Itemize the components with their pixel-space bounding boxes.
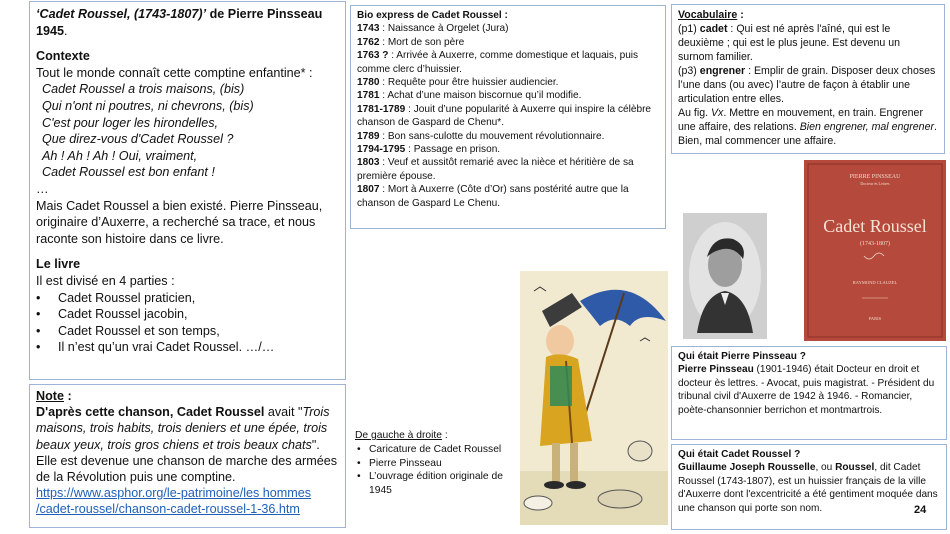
roussel-mid: , ou [815,462,836,474]
bio-date: 1794-1795 [357,144,406,156]
list-item: • Pierre Pinsseau [355,457,515,471]
bio-row [357,143,659,156]
bio-date: 1781 [357,90,380,102]
bio-row [357,49,659,76]
bio-event: : Requête pour être huissier audiencier. [379,77,559,89]
bio-date: 1762 [357,36,380,48]
livre-heading: Le livre [36,257,81,272]
list-item: • Cadet Roussel praticien, [36,290,339,307]
source-link[interactable]: https://www.asphor.org/le-patrimoine/les hommes /cadet-roussel/chanson-cadet-roussel-1-36.htm [36,486,312,517]
vocab-title-line [678,8,938,22]
bio-row [357,36,659,49]
book-year: 1945 [36,23,65,38]
page-number: 24 [914,504,927,516]
bio-row [357,130,659,143]
bio-event: : Passage en prison. [405,144,501,156]
contexte-heading: Contexte [36,49,90,64]
book-cover-image [804,160,946,341]
caption-list [355,443,515,498]
list-item: • Cadet Roussel jacobin, [36,306,339,323]
bio-event: : Arrivée à Auxerre, comme domestique et laquais, puis comme clerc d’huissier. [357,50,639,75]
bio-date: 1803 [357,157,380,169]
note-heading: Note [36,389,64,403]
vocab-word: engrener [699,65,746,77]
vocab-entry-engrener [678,64,938,106]
vocab-title: Vocabulaire [678,9,738,21]
bio-heading-line [357,9,659,22]
bio-event: : Veuf et aussitôt remarié avec la nièce et héritière de sa première épouse. [357,157,634,182]
note-heading-line [36,388,339,404]
note-colon: : [64,389,72,403]
pinsseau-panel [671,346,947,440]
contexte-paragraph: Mais Cadet Roussel a bien existé. Pierre Pinsseau, originaire d’Auxerre, a recherché sa trace, et nous raconte son histoire dans ce livre. [36,198,323,246]
pinsseau-name: Pierre Pinsseau [678,364,754,376]
vocabulary-panel [671,4,945,154]
lyric-line: Cadet Roussel est bon enfant ! [42,165,215,180]
bio-event: : Jouit d’une popularité à Auxerre qui inspire la célèbre chanson de Gaspard de Chenu*. [357,103,652,129]
book-author-text: PIERRE PINSSEAU [849,174,901,180]
lyric-line: Cadet Roussel a trois maisons, (bis) [42,82,245,97]
vocab-abbr: Vx [710,107,724,119]
contexte-intro: Tout le monde connaît cette comptine enfantine* : [36,65,313,80]
note-panel [29,384,346,528]
vocab-entry-figure [678,106,938,148]
parts-list [36,290,339,356]
roussel-text [678,461,940,515]
note-plain: ". Elle est devenue une chanson de marche des armées de la Révolution puis une comptine. [36,437,338,485]
contexte-panel [29,1,346,380]
bio-event: : Mort de son père [379,36,465,48]
bio-event: : Mort à Auxerre (Côte d’Or) sans postérité autre que la chanson de Gaspard Le Chenu. [357,184,629,209]
bio-heading: Bio express de Cadet Roussel [357,10,502,21]
book-title: ‘Cadet Roussel, (1743-1807)’ [36,7,207,21]
book-year-line [36,23,339,40]
book-dates-text: (1743-1807) [860,241,890,247]
lyric-line: Qui n'ont ni poutres, ni chevrons, (bis) [42,98,254,113]
list-item: • Cadet Roussel et son temps, [36,323,339,340]
list-item: • Il n’est qu’un vrai Cadet Roussel. …/… [36,339,339,356]
vocab-example: Bien engrener, mal engrener [799,121,934,133]
book-title-line [36,6,339,23]
caption-label: De gauche à droite [355,430,443,441]
livre-intro: Il est divisé en 4 parties : [36,273,175,288]
bio-colon: : [501,10,508,21]
bio-date: 1763 ? [357,50,389,62]
bio-panel [350,5,666,229]
bio-event: : Naissance à Orgelet (Jura) [379,23,509,35]
list-item: • Caricature de Cadet Roussel [355,443,515,457]
caption-label-line [355,429,515,443]
year-punct: . [64,23,68,38]
roussel-panel [671,444,947,530]
bio-row [357,76,659,89]
pinsseau-bio: (1901-1946) était Docteur en droit et docteur ès lettres. - Avocat, puis magistrat. - Président du tribunal civil d'Auxerre de 1942 à 1946. - Romancier, poète-chansonnier berrichon et montmartrois. [678,364,935,416]
roussel-bio: , dit Cadet Roussel (1743-1807), est un huissier français de la ville d'Auxerre dont l'excentricité a été gentiment moquée dans une chanson qui porte son nom. [678,462,938,514]
note-quote: Trois maisons, trois habits, trois deniers et une épée, trois beaux yeux, trois gros chiens et trois beaux chats [36,405,330,452]
bio-date: 1807 [357,184,380,196]
bio-date: 1789 [357,130,380,142]
vocab-ref: (p3) [678,65,700,77]
book-city-text: PARIS [868,316,882,321]
bio-event: : Bon sans-culotte du mouvement révolutionnaire. [379,130,605,142]
caricature-image [520,271,668,525]
lyric-line: Que direz-vous d'Cadet Roussel ? [42,132,234,147]
vocab-definition: : Emplir de grain. Disposer deux choses l’une dans (ou avec) l’autre de façon à établir une articulation entre elles. [678,65,936,105]
pinsseau-portrait [683,213,767,339]
bio-row [357,22,659,35]
image-caption [355,429,515,498]
bio-date: 1780 [357,77,380,89]
vocab-ref: (p1) [678,23,700,35]
caption-colon: : [442,430,448,441]
roussel-name: Guillaume Joseph Rousselle [678,462,816,474]
book-preface-text: RAYMOND CLAUZEL [852,280,898,285]
vocab-text: . Bien, mal commencer une affaire. [678,121,937,147]
pinsseau-heading: Qui était Pierre Pinsseau ? [678,351,806,362]
roussel-name: Roussel [835,462,875,474]
note-text [36,404,339,485]
bio-row [357,183,659,210]
list-item: • L’ouvrage édition originale de 1945 [355,470,515,498]
bio-date: 1781-1789 [357,103,406,115]
note-plain: avait " [264,405,303,420]
vocab-entry-cadet [678,22,938,64]
bio-event: : Achat d’une maison biscornue qu’il modifie. [379,90,582,102]
bio-row [357,156,659,183]
lyric-line: C'est pour loger les hirondelles, [42,115,219,130]
bio-row [357,103,659,130]
vocab-text: . Mettre en mouvement, en train. Engrener une affaire, des relations. [678,107,923,133]
vocab-word: cadet [699,23,728,35]
bio-row [357,89,659,102]
bio-date: 1743 [357,23,380,35]
book-title-text: Cadet Roussel [823,216,927,236]
pinsseau-text [678,363,940,417]
lyric-line: Ah ! Ah ! Ah ! Oui, vraiment, [42,148,198,163]
note-lead: D'après cette chanson, Cadet Roussel [36,405,265,420]
vocab-text: Au fig. [678,107,711,119]
roussel-heading: Qui était Cadet Roussel ? [678,449,801,460]
book-author: de Pierre Pinsseau [206,7,323,21]
vocab-colon: : [737,9,744,21]
ellipsis: … [36,181,49,196]
vocab-definition: : Qui est né après l'aîné, qui est le deuxième ; qui est le plus jeune. Est devenu un surnom familier. [678,23,901,63]
book-author-sub: Docteur ès Lettres [860,181,890,186]
